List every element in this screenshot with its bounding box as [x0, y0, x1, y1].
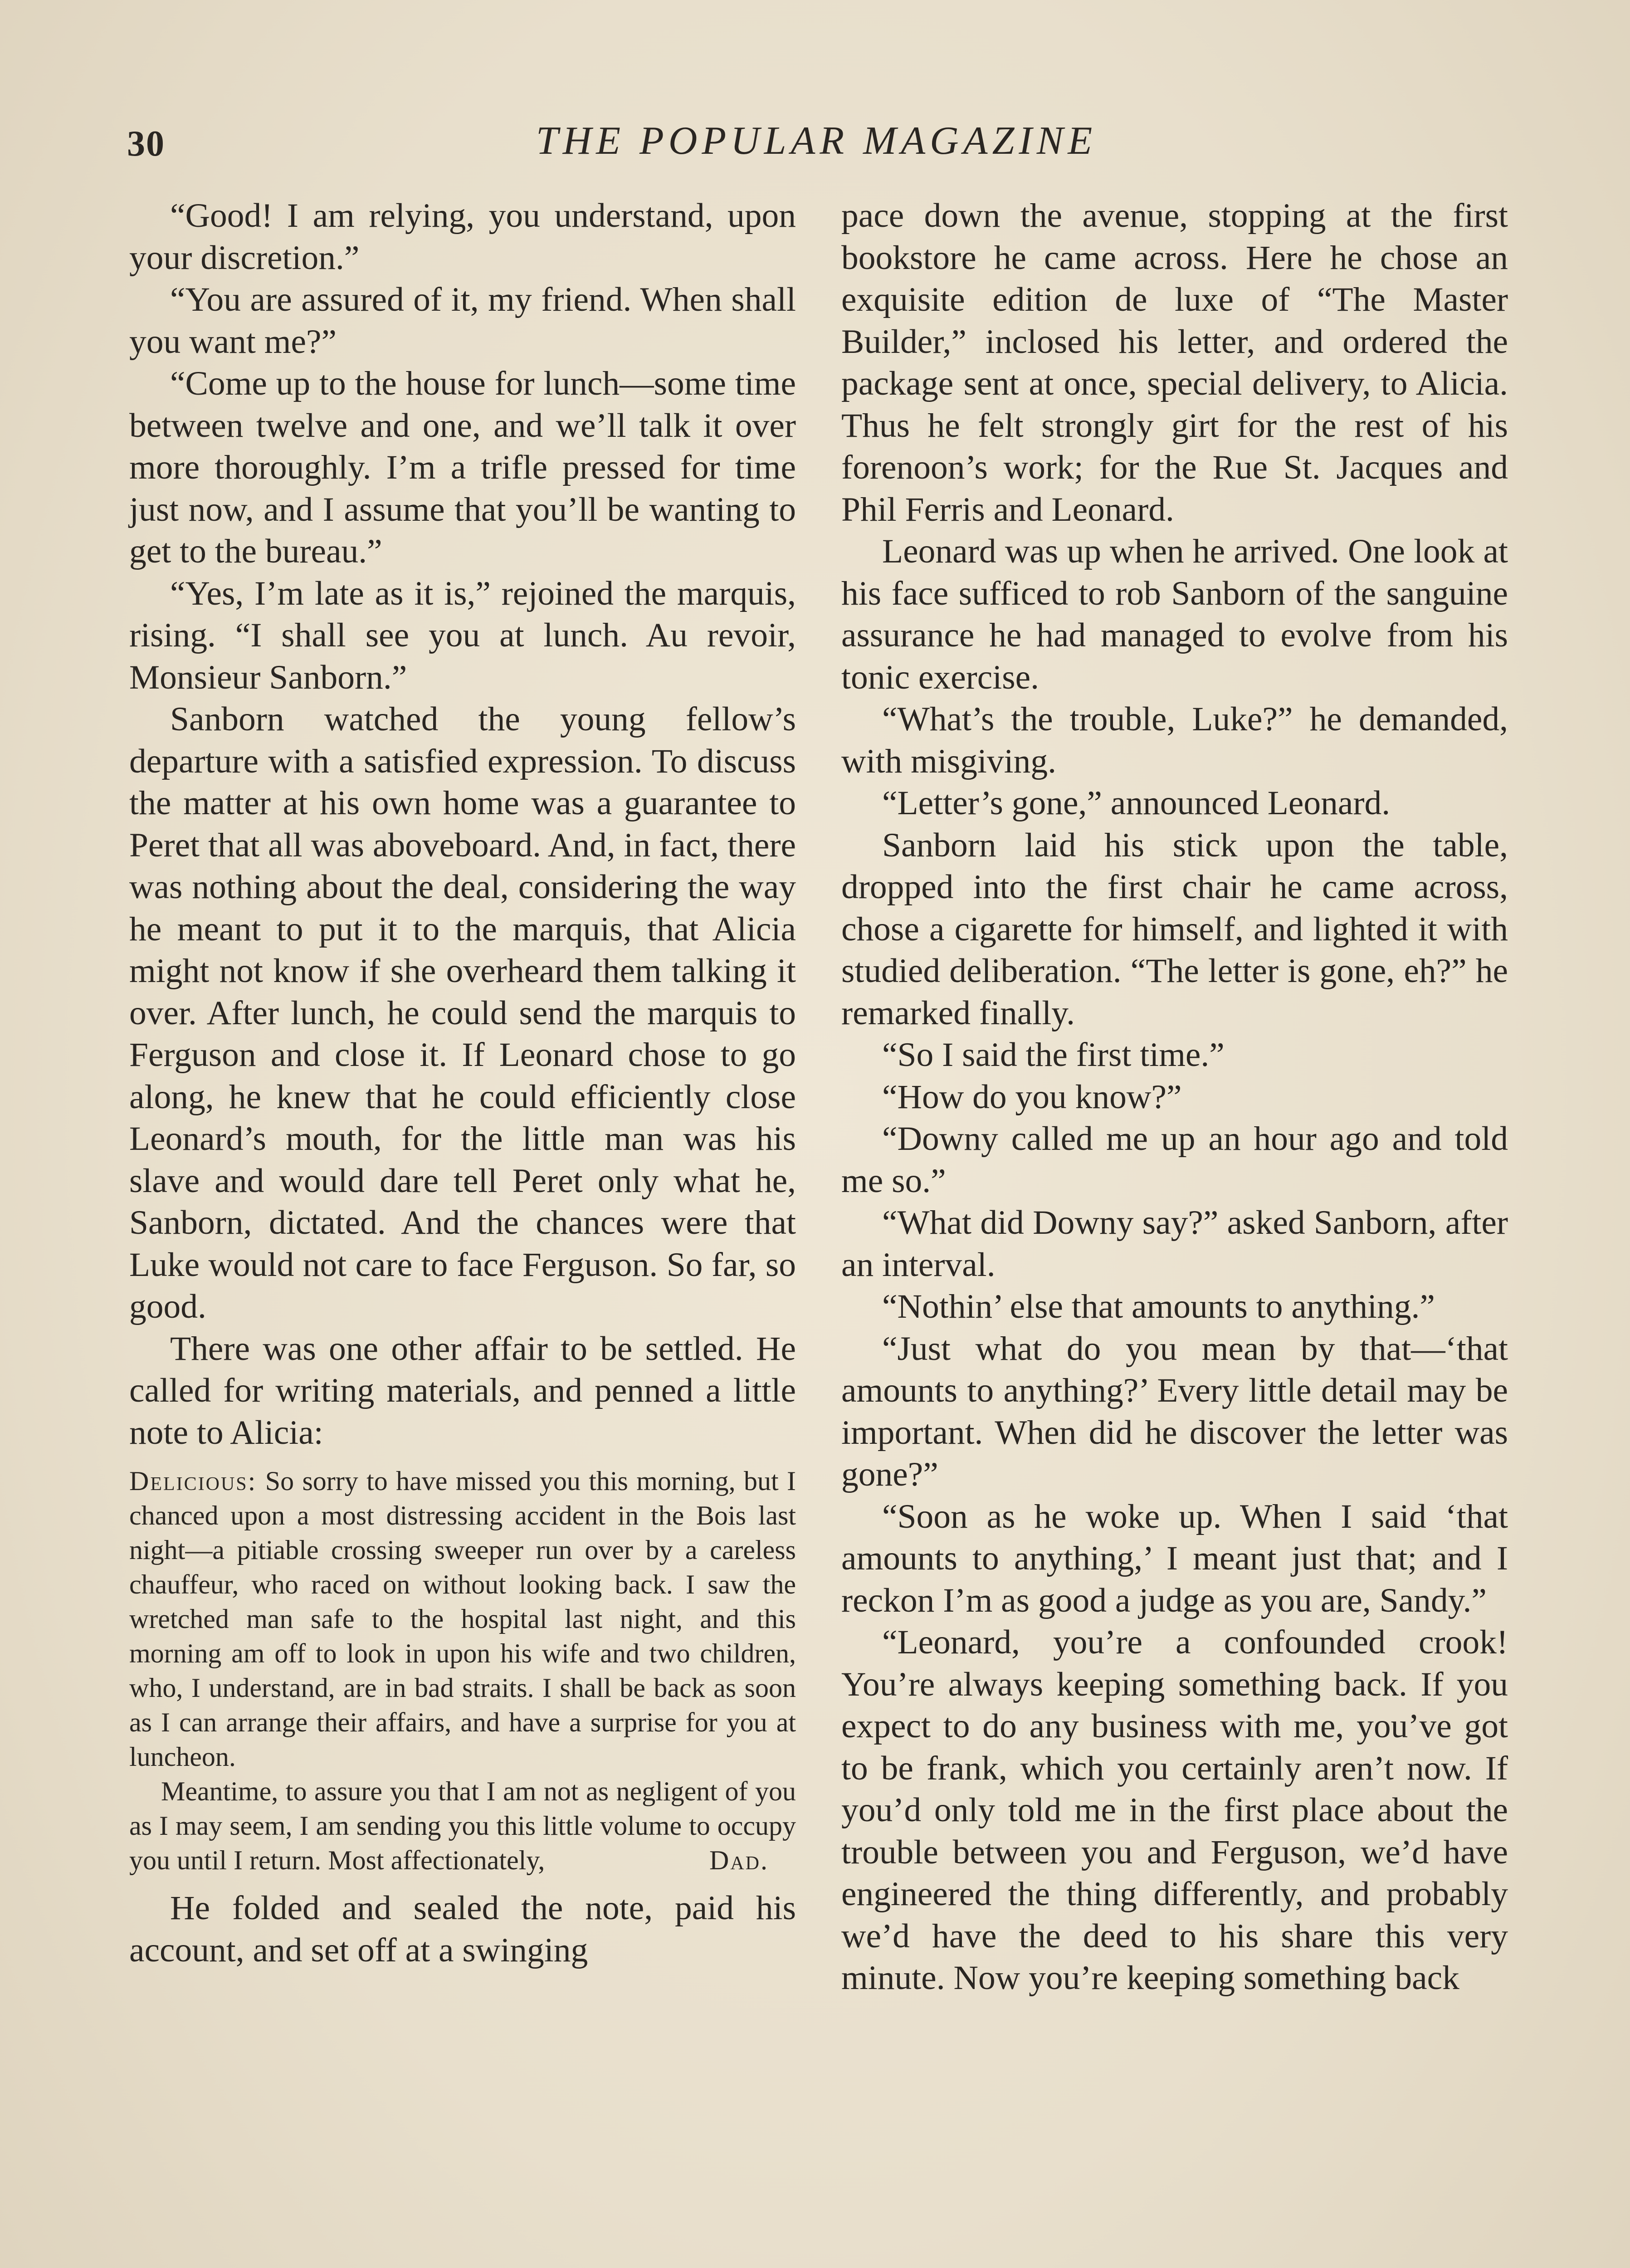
letter-paragraph [129, 1464, 796, 1774]
left-column [129, 195, 796, 1971]
right-column [841, 195, 1508, 1999]
paragraph: “Letter’s gone,” announced Leonard. [882, 784, 1391, 822]
paragraph: pace down the avenue, stopping at the first bookstore he came across. Here he chose an exquisite edition de luxe of “The Master Builder,” inclosed his letter, and ordered the package sent at once, special delivery, to Alicia. Thus he felt strongly girt for the rest of his forenoon’s work; for the Rue St. Jacques and Phil Ferris and Leonard. [841, 197, 1508, 528]
paragraph: “What did Downy say?” asked Sanborn, after an interval. [841, 1204, 1508, 1284]
paragraph: He folded and sealed the note, paid his account, and set off at a swinging [129, 1889, 796, 1969]
paragraph: “Soon as he woke up. When I said ‘that amounts to anything,’ I meant just that; and I reckon I’m as good a judge as you are, Sandy.” [841, 1497, 1508, 1619]
paragraph: “How do you know?” [882, 1078, 1182, 1116]
paragraph: “What’s the trouble, Luke?” he demanded, with misgiving. [841, 700, 1508, 780]
paragraph: Leonard was up when he arrived. One look at his face sufficed to rob Sanborn of the sanguine assurance he had managed to evolve from his tonic exercise. [841, 533, 1508, 696]
letter-salutation: Delicious: [129, 1466, 257, 1496]
paragraph: “You are assured of it, my friend. When shall you want me?” [129, 281, 796, 361]
letter-to-alicia [129, 1464, 796, 1877]
letter-signature: Dad. [709, 1845, 769, 1875]
paragraph: “Good! I am relying, you understand, upon your discretion.” [129, 197, 796, 277]
page-header [127, 113, 1506, 177]
letter-paragraph [129, 1774, 796, 1877]
paragraph: Sanborn laid his stick upon the table, dropped into the first chair he came across, chose a cigarette for himself, and lighted it with studied deliberation. “The letter is gone, eh?” he remarked finally. [841, 826, 1508, 1032]
letter-body: Meantime, to assure you that I am not as negligent of you as I may seem, I am sending you this little volume to occupy you until I return. Most affectionately, [129, 1776, 796, 1875]
paragraph: “Leonard, you’re a confounded crook! You’re always keeping something back. If you expect to do any business with me, you’ve got to be frank, which you certainly aren’t now. If you’d only told me in the first place about the trouble between you and Ferguson, we’d have engineered the thing differently, and probably we’d have the deed to his share this very minute. Now you’re keeping something back [841, 1623, 1508, 1997]
paragraph: “So I said the first time.” [882, 1036, 1225, 1074]
paragraph: There was one other affair to be settled. He called for writing materials, and penned a little note to Alicia: [129, 1330, 796, 1452]
paragraph: “Just what do you mean by that—‘that amounts to anything?’ Every little detail may be important. When did he discover the letter was gone?” [841, 1330, 1508, 1493]
paragraph: “Downy called me up an hour ago and told me so.” [841, 1120, 1508, 1200]
paragraph: “Yes, I’m late as it is,” rejoined the marquis, rising. “I shall see you at lunch. Au revoir, Monsieur Sanborn.” [129, 574, 796, 696]
paragraph: “Nothin’ else that amounts to anything.” [882, 1288, 1435, 1325]
page-number: 30 [127, 124, 165, 164]
paragraph: Sanborn watched the young fellow’s departure with a satisfied expression. To discuss the matter at his own home was a guarantee to Peret that all was aboveboard. And, in fact, there was nothing about the deal, considering the way he meant to put it to the marquis, that Alicia might not know if she overheard them talking it over. After lunch, he could send the marquis to Ferguson and close it. If Leonard chose to go along, he knew that he could efficiently close Leonard’s mouth, for the little man was his slave and would dare tell Peret only what he, Sanborn, dictated. And the chances were that Luke would not care to face Ferguson. So far, so good. [129, 700, 796, 1325]
running-title: THE POPULAR MAGAZINE [536, 119, 1097, 163]
paragraph: “Come up to the house for lunch—some time between twelve and one, and we’ll talk it over more thoroughly. I’m a trifle pressed for time just now, and I assume that you’ll be wanting to get to the bureau.” [129, 365, 796, 570]
letter-body: So sorry to have missed you this morning, but I chanced upon a most distressing accident in the Bois last night—a pitiable crossing sweeper run over by a careless chauffeur, who raced on without looking back. I saw the wretched man safe to the hospital last night, and this morning am off to look in upon his wife and two children, who, I understand, are in bad straits. I shall be back as soon as I can arrange their affairs, and have a surprise for you at luncheon. [129, 1466, 796, 1772]
